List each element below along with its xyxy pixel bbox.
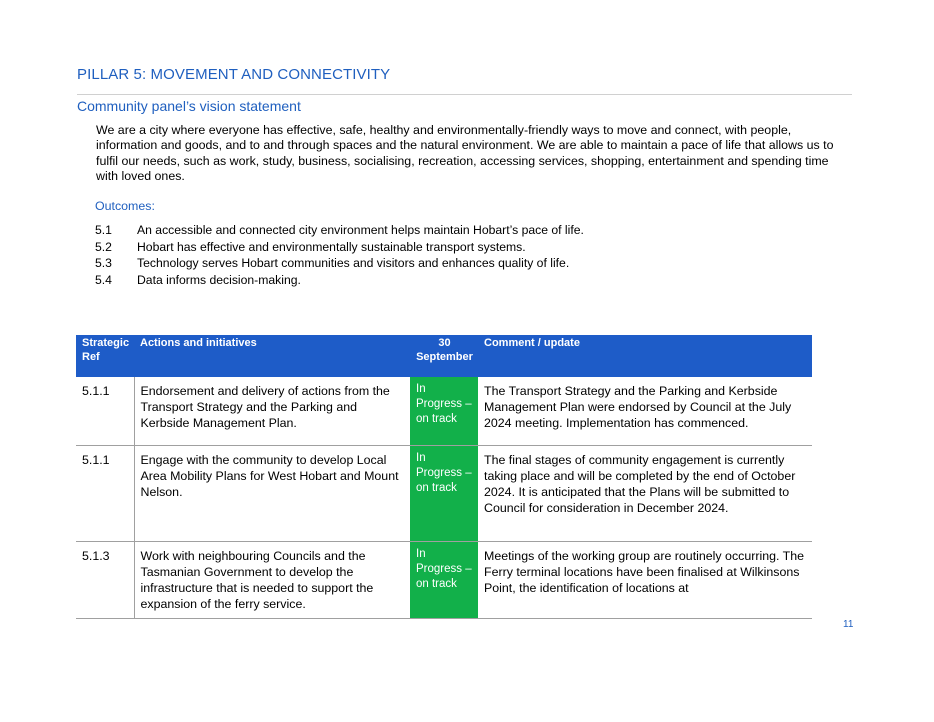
outcome-text: Technology serves Hobart communities and visitors and enhances quality of life. [137,256,570,270]
table-row [76,377,812,445]
cell-action: Endorsement and delivery of actions from the Transport Strategy and the Parking and Kerbside Management Plan. [134,377,410,445]
outcome-number: 5.4 [95,272,112,287]
cell-ref: 5.1.3 [76,541,134,618]
cell-action: Work with neighbouring Councils and the Tasmanian Government to develop the infrastructure that is needed to support the expansion of the ferry service. [134,541,410,618]
page-number: 11 [843,619,854,630]
actions-table [76,335,812,619]
vision-statement: We are a city where everyone has effective, safe, healthy and environmentally-friendly ways to move and connect, with people, information and goods, and to and through spaces and the natural environment. We are able to maintain a pace of life that allows us to fulfil our needs, such as work, study, business, socialising, recreation, accessing services, shopping, entertainment and spending time with loved ones. [96,123,834,183]
outcome-item [95,255,584,272]
outcome-number: 5.1 [95,223,112,237]
outcome-text: Hobart has effective and environmentally sustainable transport systems. [137,239,526,254]
cell-status: In Progress – on track [410,541,478,618]
cell-comment: The Transport Strategy and the Parking and Kerbside Management Plan were endorsed by Council at the July 2024 meeting. Implementation has commenced. [478,377,812,445]
title-divider [77,94,852,95]
cell-status: In Progress – on track [410,445,478,541]
outcome-item [95,239,584,256]
table-row [76,541,812,618]
table-header-row [76,335,812,377]
table-row [76,445,812,541]
outcomes-heading: Outcomes: [95,199,155,213]
header-comment: Comment / update [478,335,812,377]
outcome-number: 5.2 [95,239,112,254]
outcome-text: Data informs decision-making. [137,272,301,287]
header-strategic-ref: Strategic Ref [76,335,134,377]
outcome-item [95,222,584,239]
outcome-text: An accessible and connected city environment helps maintain Hobart’s pace of life. [137,223,584,237]
header-status-date: 30 September [410,335,478,377]
page-title: PILLAR 5: MOVEMENT AND CONNECTIVITY [77,66,391,83]
outcome-item [95,272,584,289]
cell-ref: 5.1.1 [76,445,134,541]
header-actions: Actions and initiatives [134,335,410,377]
cell-comment: The final stages of community engagement is currently taking place and will be completed by the end of October 2024. It is anticipated that the Plans will be submitted to Council for consideration in December 2024. [478,445,812,541]
cell-comment: Meetings of the working group are routinely occurring. The Ferry terminal locations have been finalised at Wilkinsons Point, the identification of locations at [478,541,812,618]
cell-ref: 5.1.1 [76,377,134,445]
outcomes-list [95,222,584,288]
cell-status: In Progress – on track [410,377,478,445]
vision-heading: Community panel’s vision statement [77,98,301,114]
outcome-number: 5.3 [95,256,112,270]
cell-action: Engage with the community to develop Local Area Mobility Plans for West Hobart and Mount Nelson. [134,445,410,541]
